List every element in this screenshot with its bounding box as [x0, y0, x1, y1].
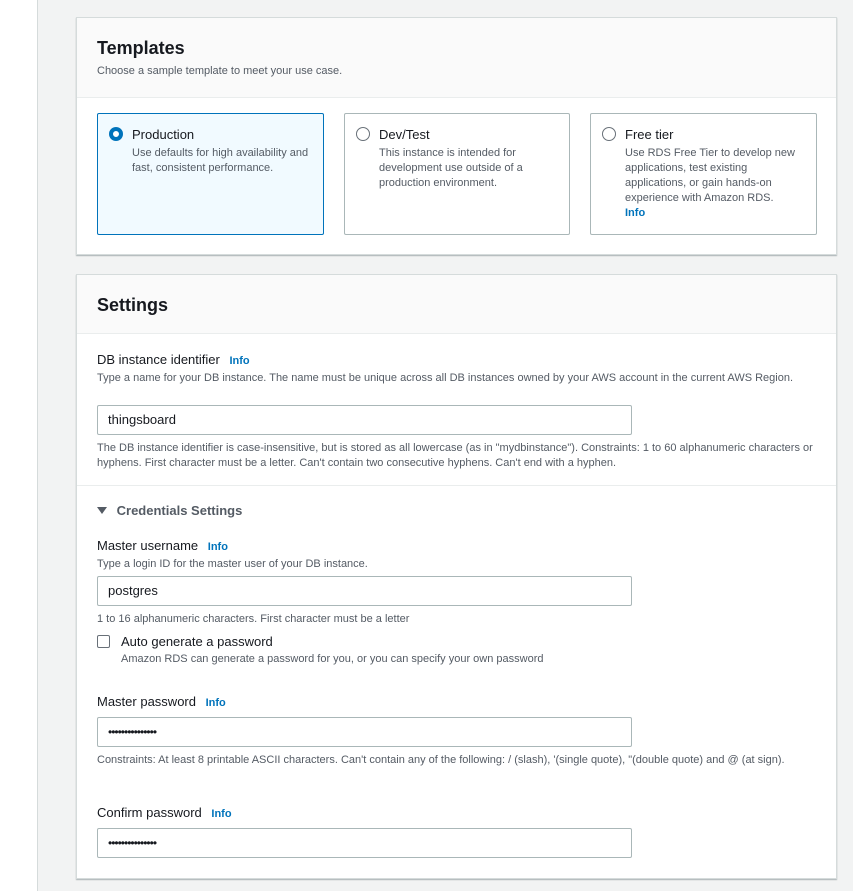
- template-title-devtest: Dev/Test: [379, 127, 430, 142]
- templates-panel: [76, 17, 837, 255]
- master-username-label: Master username: [97, 538, 199, 553]
- db-identifier-label-row: [97, 352, 250, 367]
- left-navigation-rail: [0, 0, 38, 891]
- template-card-production[interactable]: [97, 113, 324, 235]
- master-password-constraint: Constraints: At least 8 printable ASCII characters. Can't contain any of the following: / (slash), '(single quote), "(double quote) and @ (at sign).: [97, 754, 785, 766]
- db-identifier-label: DB instance identifier: [97, 352, 220, 367]
- master-password-label: Master password: [97, 694, 196, 709]
- db-identifier-info-link[interactable]: Info: [229, 355, 250, 367]
- templates-title: Templates: [97, 38, 185, 58]
- template-desc-free-tier-text: Use RDS Free Tier to develop new applications, test existing applications, or gain hands-on experience with Amazon RDS.: [625, 147, 795, 204]
- radio-free-tier[interactable]: [602, 127, 616, 141]
- template-card-free-tier[interactable]: [590, 113, 817, 235]
- master-password-input[interactable]: •••••••••••••••: [97, 717, 632, 747]
- template-title-free-tier: Free tier: [625, 127, 674, 142]
- template-title-production: Production: [132, 127, 195, 142]
- master-username-description: Type a login ID for the master user of your DB instance.: [97, 558, 368, 570]
- db-identifier-input[interactable]: thingsboard: [97, 405, 632, 435]
- template-desc-devtest: This instance is intended for development use outside of a production environment.: [379, 147, 523, 189]
- master-username-input[interactable]: postgres: [97, 576, 632, 606]
- master-username-info-link[interactable]: Info: [207, 541, 228, 553]
- confirm-password-info-link[interactable]: Info: [211, 808, 232, 820]
- confirm-password-label-row: [97, 805, 232, 820]
- db-identifier-description: Type a name for your DB instance. The name must be unique across all DB instances owned by your AWS account in the current AWS Region.: [97, 372, 794, 384]
- auto-generate-description: Amazon RDS can generate a password for you, or you can specify your own password: [121, 653, 544, 665]
- templates-description: Choose a sample template to meet your use case.: [97, 65, 343, 77]
- master-username-label-row: [97, 538, 228, 553]
- master-username-constraint: 1 to 16 alphanumeric characters. First character must be a letter: [97, 613, 410, 625]
- free-tier-info-link[interactable]: Info: [625, 207, 646, 219]
- template-card-devtest[interactable]: [344, 113, 570, 235]
- settings-divider: [77, 485, 836, 486]
- caret-down-icon: [97, 507, 107, 514]
- settings-header: [77, 275, 836, 334]
- confirm-password-input[interactable]: •••••••••••••••: [97, 828, 632, 858]
- settings-title: Settings: [97, 295, 169, 315]
- auto-generate-label[interactable]: Auto generate a password: [121, 634, 273, 649]
- settings-panel: [76, 274, 837, 879]
- template-desc-production: Use defaults for high availability and fast, consistent performance.: [132, 147, 309, 174]
- credentials-title: Credentials Settings: [116, 503, 243, 518]
- auto-generate-checkbox[interactable]: [97, 635, 110, 648]
- master-password-label-row: [97, 694, 226, 709]
- db-identifier-constraint: The DB instance identifier is case-insensitive, but is stored as all lowercase (as in "mydbinstance"). Constraints: 1 to 60 alphanumeric characters or hyphens. First character must be a letter. Can't contain two consecutive hyphens. Can't end with a hyphen.: [97, 442, 813, 469]
- radio-production[interactable]: [109, 127, 123, 141]
- master-password-info-link[interactable]: Info: [205, 697, 226, 709]
- credentials-toggle[interactable]: [97, 503, 242, 518]
- radio-devtest[interactable]: [356, 127, 370, 141]
- template-desc-free-tier: [625, 146, 800, 221]
- templates-header: [77, 18, 836, 98]
- confirm-password-label: Confirm password: [97, 805, 202, 820]
